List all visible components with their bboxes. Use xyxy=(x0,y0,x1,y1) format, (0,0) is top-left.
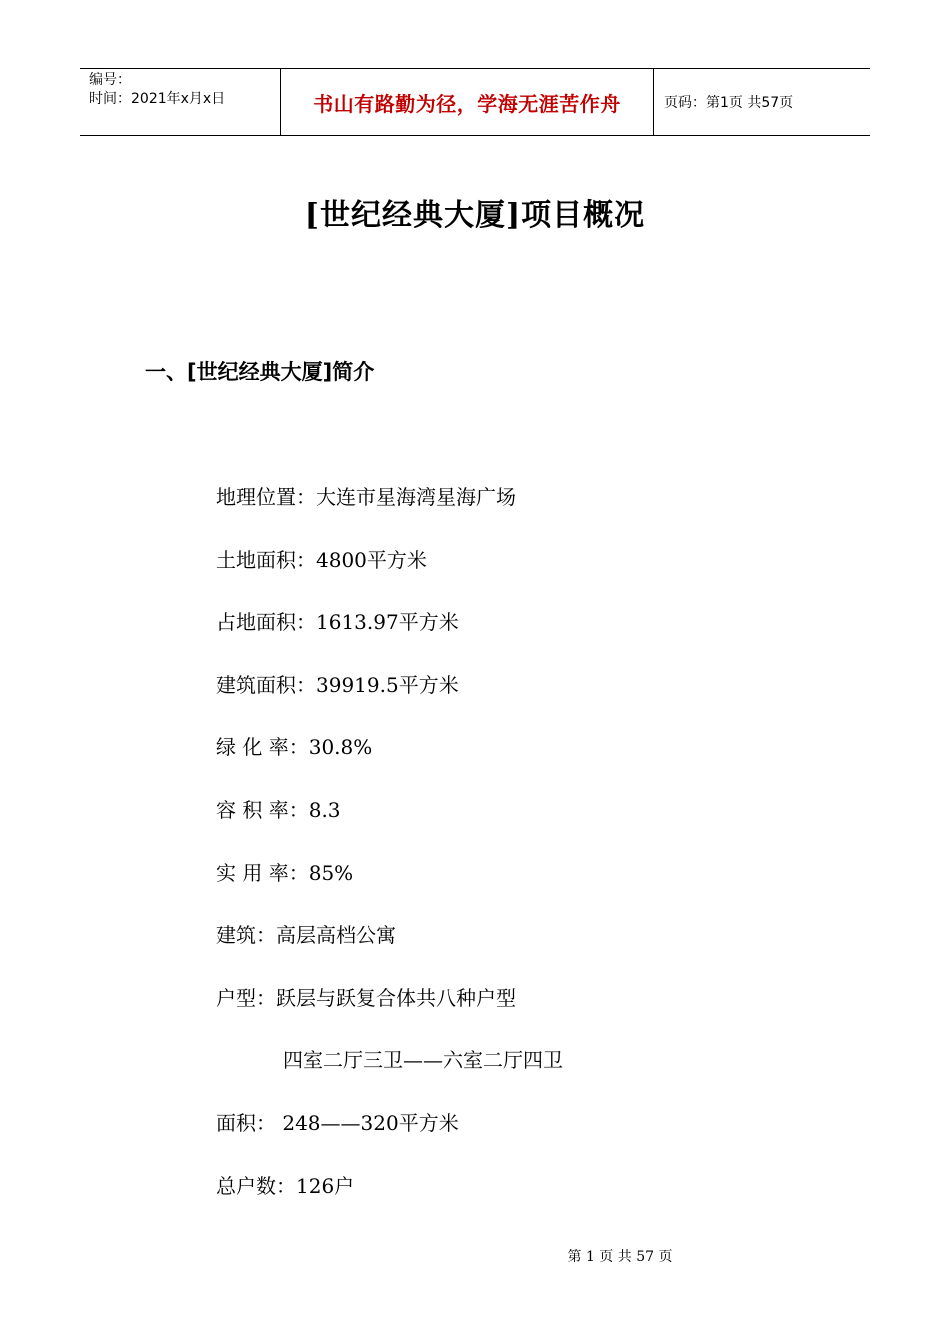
header-motto-cell xyxy=(281,69,654,135)
info-building-type: 建筑：高层高档公寓 xyxy=(216,923,396,948)
info-total-units: 总户数：126户 xyxy=(216,1173,355,1198)
page-header xyxy=(80,68,870,136)
header-motto: 书山有路勤为径，学海无涯苦作舟 xyxy=(313,91,621,116)
project-info-list xyxy=(216,482,563,1233)
document-time: 时间：2021年x月x日 xyxy=(89,91,226,107)
document-number: 编号： xyxy=(89,72,131,88)
info-occupied-area: 占地面积：1613.97平方米 xyxy=(216,610,459,635)
page-footer: 第 1 页 共 57 页 xyxy=(567,1249,673,1265)
info-unit-types: 户型：跃层与跃复合体共八种户型 xyxy=(216,985,516,1010)
header-page-info: 页码：第1页 共57页 xyxy=(664,95,794,111)
info-unit-area: 面积： 248——320平方米 xyxy=(216,1110,459,1135)
info-usable-rate: 实 用 率：85% xyxy=(216,860,354,885)
info-unit-range: 四室二厅三卫——六室二厅四卫 xyxy=(283,1048,563,1073)
header-page-info-cell xyxy=(654,69,870,135)
info-building-area: 建筑面积：39919.5平方米 xyxy=(216,672,459,697)
header-meta xyxy=(80,69,281,135)
info-land-area: 土地面积：4800平方米 xyxy=(216,547,427,572)
info-green-rate: 绿 化 率：30.8% xyxy=(216,735,373,760)
section-heading: 一、[世纪经典大厦]简介 xyxy=(145,360,375,384)
info-plot-ratio: 容 积 率：8.3 xyxy=(216,797,341,822)
document-title: [世纪经典大厦]项目概况 xyxy=(304,198,646,233)
info-location: 地理位置：大连市星海湾星海广场 xyxy=(216,485,516,509)
